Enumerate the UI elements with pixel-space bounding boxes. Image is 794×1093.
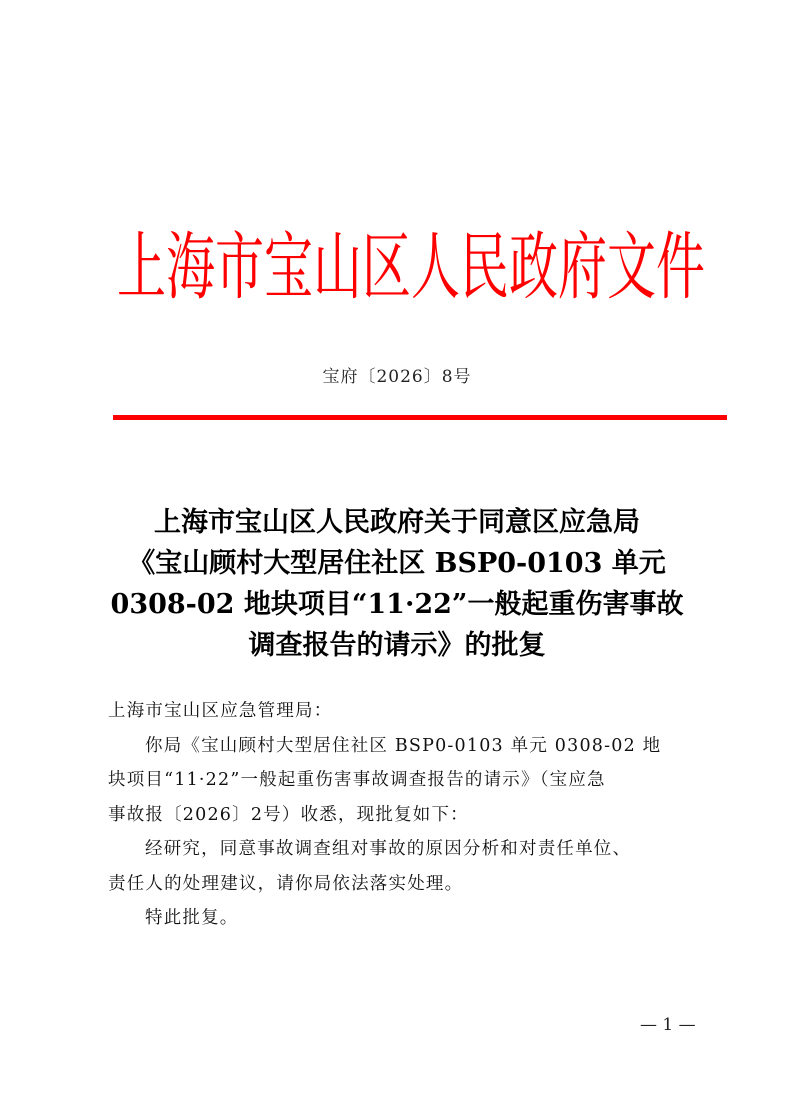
title-line: 《宝山顾村大型居住社区 BSP0-0103 单元 (128, 548, 666, 579)
document-body (108, 694, 688, 936)
red-separator-line (113, 415, 727, 420)
closing-line: 特此批复。 (145, 908, 239, 928)
body-line: 你局《宝山顾村大型居住社区 BSP0-0103 单元 0308-02 地 (145, 735, 662, 756)
title-line: 调查报告的请示》的批复 (248, 630, 546, 661)
document-title (80, 502, 714, 666)
masthead-title: 上海市宝山区人民政府文件 (117, 224, 706, 310)
body-line: 块项目“11·22”一般起重伤害事故调查报告的请示》（宝应急 (108, 770, 606, 790)
title-line: 上海市宝山区人民政府关于同意区应急局 (154, 507, 640, 538)
masthead (117, 224, 709, 310)
addressee: 上海市宝山区应急管理局： (108, 701, 333, 721)
document-number: 宝府〔2026〕8号 (322, 367, 472, 387)
body-line: 事故报〔2026〕2号）收悉，现批复如下： (108, 804, 469, 825)
body-line: 责任人的处理建议，请你局依法落实处理。 (108, 873, 464, 894)
body-line: 经研究，同意事故调查组对事故的原因分析和对责任单位、 (145, 839, 632, 859)
title-line: 0308-02 地块项目“11·22”一般起重伤害事故 (110, 589, 684, 620)
page-number: — 1 — (640, 1015, 696, 1035)
